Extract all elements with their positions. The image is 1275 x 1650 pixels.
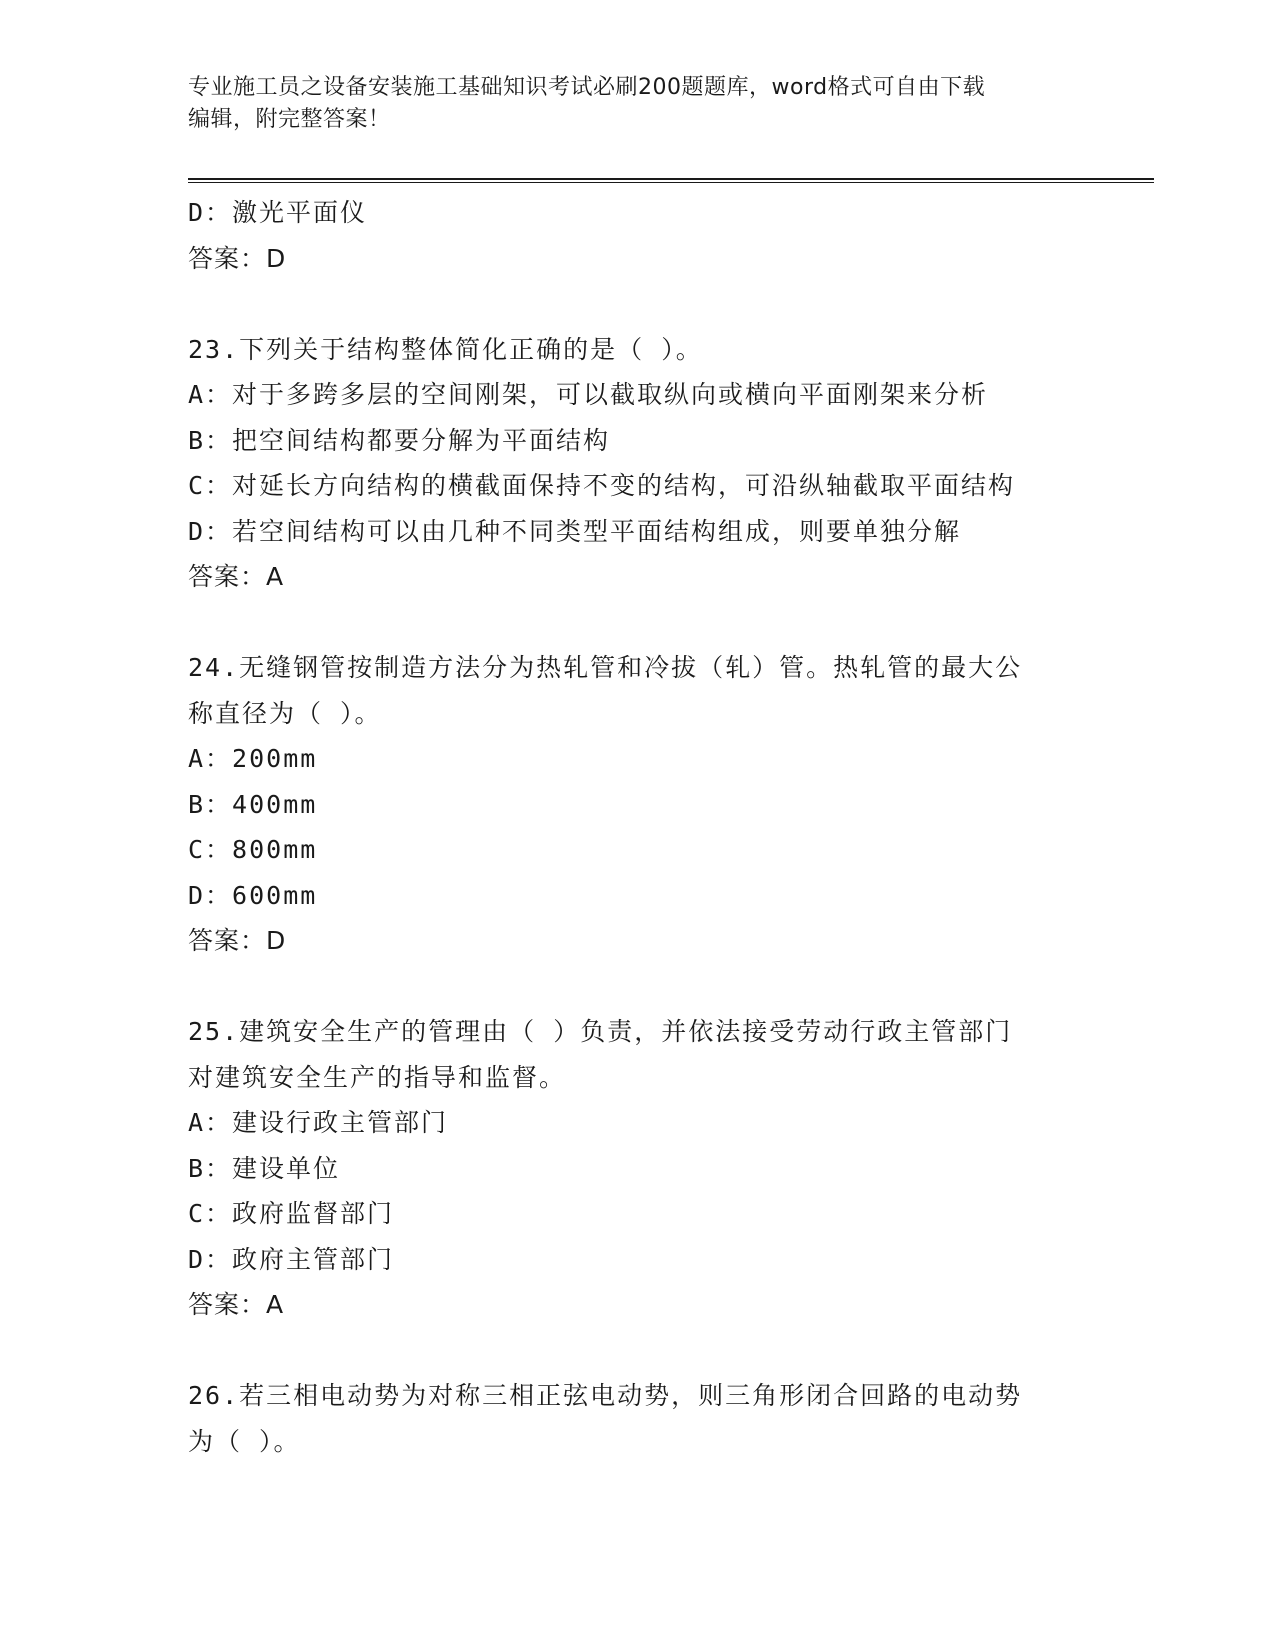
question-24: [188, 645, 1088, 964]
option-d: D：若空间结构可以由几种不同类型平面结构组成，则要单独分解: [188, 516, 962, 546]
question-26: [188, 1373, 1088, 1464]
option-d: D：政府主管部门: [188, 1244, 395, 1274]
document-header: [188, 72, 1088, 136]
question-22-tail: [188, 190, 1088, 281]
answer-line: 答案：D: [188, 926, 287, 955]
header-divider-thin: [188, 182, 1154, 183]
header-line-2: 编辑，附完整答案！: [188, 107, 391, 132]
option-a: A：200mm: [188, 744, 318, 773]
answer-line: 答案：A: [188, 562, 285, 591]
question-stem-line-1: 25.建筑安全生产的管理由（ ）负责，并依法接受劳动行政主管部门: [188, 1017, 1013, 1046]
question-23: [188, 327, 1088, 600]
spacer: [188, 281, 1088, 327]
option-a: A：建设行政主管部门: [188, 1108, 449, 1137]
option-a: A：对于多跨多层的空间刚架，可以截取纵向或横向平面刚架来分析: [188, 380, 989, 409]
question-stem-line-2: 为（ ）。: [188, 1426, 301, 1456]
option-b: B：把空间结构都要分解为平面结构: [188, 425, 611, 455]
spacer: [188, 964, 1088, 1010]
option-b: B：建设单位: [188, 1153, 341, 1183]
option-c: C：对延长方向结构的横截面保持不变的结构，可沿纵轴截取平面结构: [188, 471, 1016, 500]
answer-line: 答案：D: [188, 243, 287, 273]
spacer: [188, 600, 1088, 646]
question-stem-line-2: 称直径为（ ）。: [188, 698, 382, 728]
question-25: [188, 1009, 1088, 1328]
option-d: D：激光平面仪: [188, 198, 368, 227]
option-c: C：政府监督部门: [188, 1199, 395, 1228]
answer-line: 答案：A: [188, 1290, 285, 1319]
option-d: D：600mm: [188, 880, 318, 910]
spacer: [188, 1328, 1088, 1374]
question-stem: 23.下列关于结构整体简化正确的是（ ）。: [188, 334, 703, 364]
document-body: [188, 190, 1088, 1464]
option-b: B：400mm: [188, 789, 318, 819]
option-c: C：800mm: [188, 835, 318, 864]
question-stem-line-1: 24.无缝钢管按制造方法分为热轧管和冷拔（轧）管。热轧管的最大公: [188, 653, 1023, 682]
header-divider-thick: [188, 178, 1154, 180]
header-line-1: 专业施工员之设备安装施工基础知识考试必刷200题题库，word格式可自由下载: [188, 75, 986, 100]
question-stem-line-1: 26.若三相电动势为对称三相正弦电动势，则三角形闭合回路的电动势: [188, 1381, 1023, 1410]
question-stem-line-2: 对建筑安全生产的指导和监督。: [188, 1062, 567, 1092]
